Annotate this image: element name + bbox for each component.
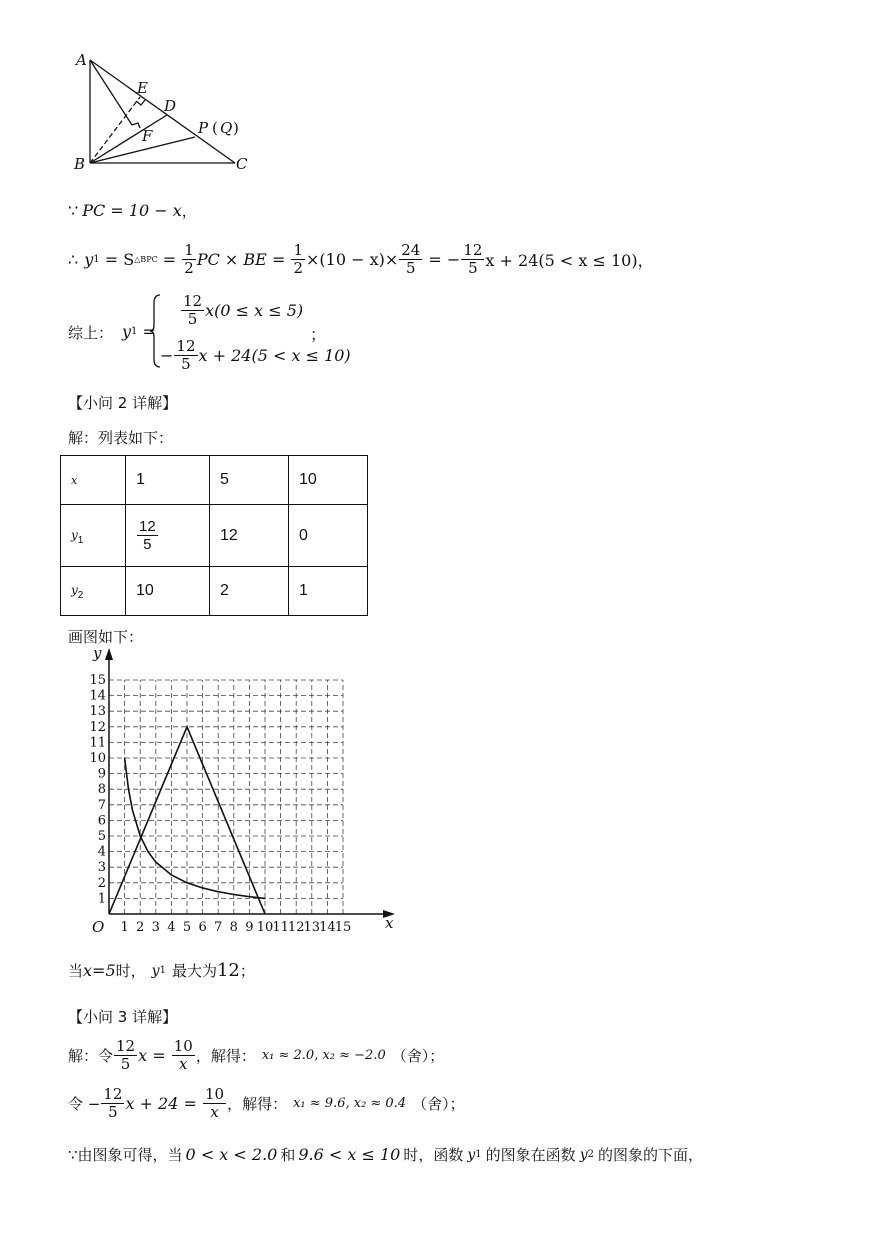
summary-lhs: y 1 =	[122, 322, 161, 341]
x-tick-label: 14	[319, 920, 336, 935]
draw-intro: 画图如下：	[68, 628, 144, 646]
piecewise-case-2: − $\frac{12}{5}$ x + 24(5 < x ≤ 10)	[160, 337, 351, 373]
max-statement: 当 x=5 时， y 1 最大为 12 ；	[68, 960, 255, 981]
y-tick-label: 8	[97, 782, 106, 798]
svg-text:(: (	[212, 119, 218, 137]
q3-line-3: ∵由图象可得，当 0 < x < 2.0 和 9.6 < x ≤ 10 时，函数 y 1 的图象在函数 y 2 的图象的下面，	[68, 1145, 703, 1164]
fraction-half-2: $\frac{1}{2}$	[293, 241, 303, 277]
label-d: D	[164, 97, 177, 115]
pc-line: ∵ PC = 10 − x ，	[68, 201, 197, 220]
y-tick-label: 7	[97, 797, 106, 813]
x-tick-label: 9	[245, 920, 254, 935]
y-tick-label: 6	[97, 813, 106, 829]
y-tick-label: 1	[97, 891, 106, 907]
x-tick-label: 1	[120, 920, 129, 935]
x-tick-label: 13	[303, 920, 321, 935]
value-table	[60, 455, 368, 616]
label-e: E	[137, 79, 148, 97]
summary-label: 综上：	[68, 324, 114, 342]
triangle-figure	[60, 45, 280, 180]
y-tick-label: 12	[89, 719, 106, 735]
x-tick-label: 5	[182, 920, 192, 935]
fraction-half: $\frac{1}{2}$	[184, 241, 194, 277]
y-axis-arrow	[105, 648, 113, 660]
x-tick-label: 6	[198, 920, 207, 935]
q3-heading: 【小问 3 详解】	[68, 1008, 178, 1026]
y1-derivation: ∴ y 1 = S △BPC = $\frac{1}{2}$ PC × BE = $\frac{1}{2}$ ×(10 − x)× $\frac{24}{5}$ = − $\frac{12}{5}$ x + 24(5 < x ≤ 10)，	[68, 241, 654, 277]
x-tick-label: 3	[151, 920, 160, 935]
label-p: P	[198, 119, 209, 137]
y-tick-label: 13	[89, 704, 106, 720]
svg-text:): )	[233, 119, 239, 137]
x-tick-label: 8	[229, 920, 238, 935]
label-f: F	[142, 127, 153, 145]
x-tick-label: 2	[136, 920, 145, 935]
therefore-symbol: ∴	[68, 250, 79, 269]
pc-expression: PC = 10 − x	[82, 201, 182, 220]
series-curve-y2	[125, 758, 265, 898]
x-axis-label: x	[385, 914, 394, 932]
table-row: $y_1$ $\frac{12}{5}$ 12 0	[61, 505, 368, 567]
y-tick-label: 11	[89, 735, 106, 751]
y-tick-label: 2	[97, 875, 106, 891]
q2-heading: 【小问 2 详解】	[68, 394, 178, 412]
q2-intro: 解：列表如下：	[68, 429, 174, 447]
y-tick-label: 5	[97, 829, 106, 844]
x-tick-label: 10	[256, 920, 274, 935]
label-a: A	[76, 51, 87, 69]
function-graph	[85, 644, 395, 938]
label-c: C	[236, 155, 248, 173]
q3-line-2: 令 − $\frac{12}{5}$ x + 24 = $\frac{10}{x}$ ，解得： x₁ ≈ 9.6, x₂ ≈ 0.4 （舍）；	[68, 1085, 465, 1121]
q3-line-1: 解：令 $\frac{12}{5}$ x = $\frac{10}{x}$ ，解得： x₁ ≈ 2.0, x₂ ≈ −2.0 （舍）；	[68, 1037, 445, 1073]
x-tick-label: 4	[167, 920, 176, 935]
x-tick-label: 11	[272, 920, 289, 935]
fraction-24-5: $\frac{24}{5}$	[401, 241, 421, 277]
label-q: Q	[220, 119, 233, 137]
table-row: x 1 5 10	[61, 456, 368, 505]
y-tick-label: 14	[89, 688, 106, 704]
x-tick-label: 12	[287, 920, 305, 935]
y-axis-label: y	[93, 644, 102, 662]
x-tick-label: 7	[214, 920, 223, 935]
table-row: $y_2$ 10 2 1	[61, 567, 368, 616]
y-tick-label: 3	[97, 860, 106, 876]
y-tick-label: 15	[89, 673, 106, 688]
y-tick-label: 10	[89, 751, 106, 766]
label-b: B	[74, 155, 86, 173]
x-tick-label: 15	[334, 920, 352, 935]
piecewise-case-1: $\frac{12}{5}$ x(0 ≤ x ≤ 5)	[183, 292, 304, 328]
fraction-12-5: $\frac{12}{5}$	[463, 241, 483, 277]
y-tick-label: 4	[97, 844, 106, 860]
because-symbol: ∵	[68, 201, 79, 220]
origin-label: O	[92, 918, 105, 936]
y-tick-label: 9	[97, 766, 106, 782]
